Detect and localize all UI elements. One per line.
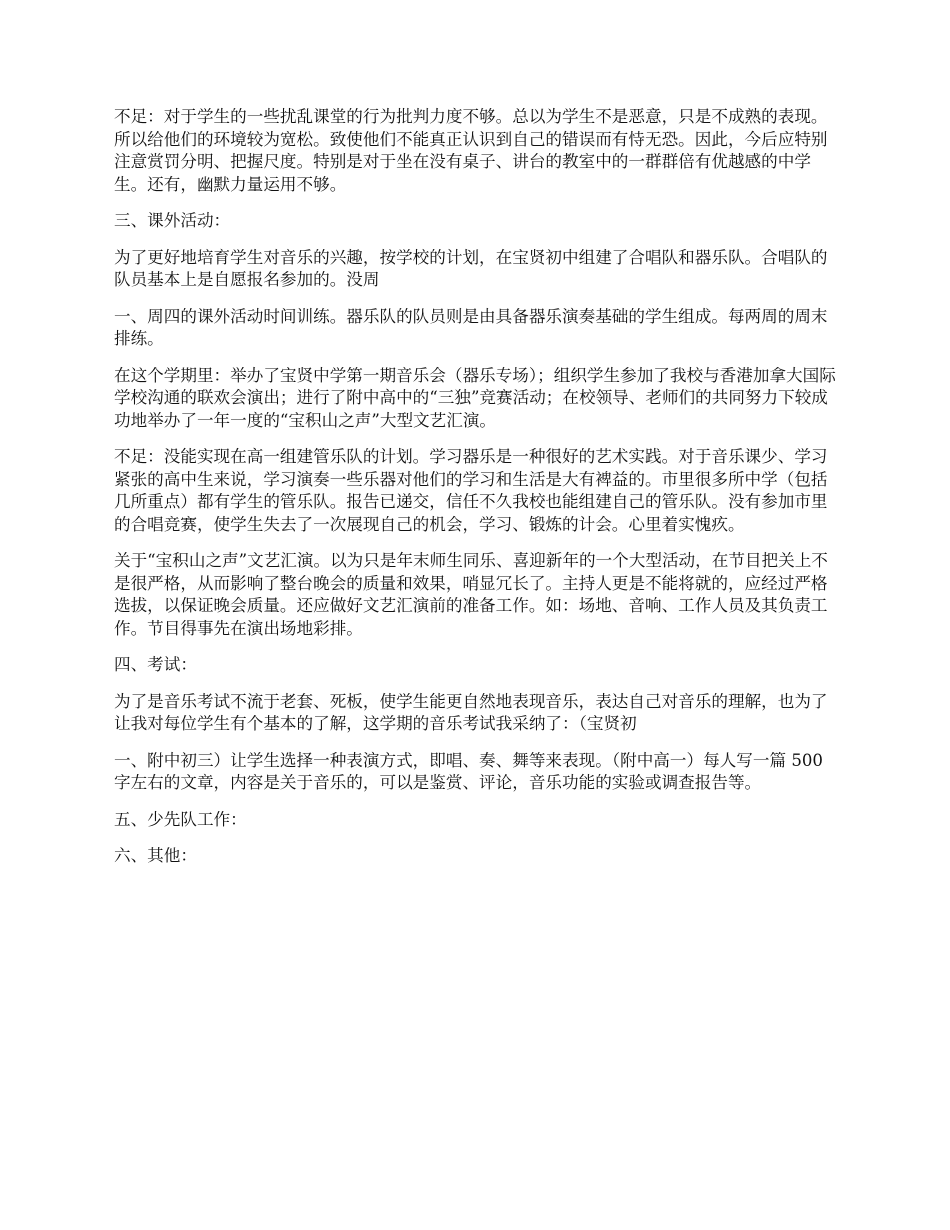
paragraph-deficiency-classroom: 不足：对于学生的一些扰乱课堂的行为批判力度不够。总以为学生不是恶意，只是不成熟的表现。所以给他们的环境较为宽松。致使他们不能真正认识到自己的错误而有恃无恐。因此，今后应特别注意赏罚分明、把握尺度。特别是对于坐在没有桌子、讲台的教室中的一群群倍有优越感的中学生。还有，幽默力量运用不够。 — [114, 107, 828, 194]
section-heading-extracurricular: 三、课外活动： — [114, 211, 231, 230]
section-heading-young-pioneers: 五、少先队工作： — [114, 809, 247, 829]
paragraph-training-schedule: 一、周四的课外活动时间训练。器乐队的队员则是由具备器乐演奏基础的学生组成。每两周的周末排练。 — [114, 306, 828, 348]
paragraph-exam-method: 一、附中初三）让学生选择一种表演方式，即唱、奏、舞等来表现。（附中高一）每人写一篇 500 字左右的文章，内容是关于音乐的，可以是鉴赏、评论，音乐功能的实验或调查报告等。 — [114, 750, 823, 792]
section-heading-other: 六、其他： — [114, 846, 197, 865]
paragraph-semester-activities: 在这个学期里：举办了宝贤中学第一期音乐会（器乐专场）；组织学生参加了我校与香港加拿大国际学校沟通的联欢会演出；进行了附中高中的“三独”竞赛活动；在校领导、老师们的共同努力下较成功地举办了一年一度的“宝积山之声”大型文艺汇演。 — [114, 365, 836, 430]
paragraph-choir-band: 为了更好地培育学生对音乐的兴趣，按学校的计划，在宝贤初中组建了合唱队和器乐队。合唱队的队员基本上是自愿报名参加的。没周 — [114, 247, 828, 289]
paragraph-deficiency-band: 不足：没能实现在高一组建管乐队的计划。学习器乐是一种很好的艺术实践。对于音乐课少、学习紧张的高中生来说，学习演奏一些乐器对他们的学习和生活是大有裨益的。市里很多所中学（包括几所重点）都有学生的管乐队。报告已递交，信任不久我校也能组建自己的管乐队。没有参加市里的合唱竞赛，使学生失去了一次展现自己的机会，学习、锻炼的计会。心里着实愧疚。 — [114, 447, 828, 534]
paragraph-art-performance: 关于“宝积山之声”文艺汇演。以为只是年末师生同乐、喜迎新年的一个大型活动，在节目把关上不是很严格，从而影响了整台晚会的质量和效果，哨显冗长了。主持人更是不能将就的，应经过严格选拔，以保证晚会质量。还应做好文艺汇演前的准备工作。如：场地、音响、工作人员及其负责工作。节目得事先在演出场地彩排。 — [114, 551, 828, 638]
document-body — [114, 106, 844, 882]
section-heading-exam: 四、考试： — [114, 655, 197, 674]
paragraph-exam-intro: 为了是音乐考试不流于老套、死板，使学生能更自然地表现音乐，表达自己对音乐的理解，也为了让我对每位学生有个基本的了解，这学期的音乐考试我采纳了：（宝贤初 — [114, 691, 828, 733]
